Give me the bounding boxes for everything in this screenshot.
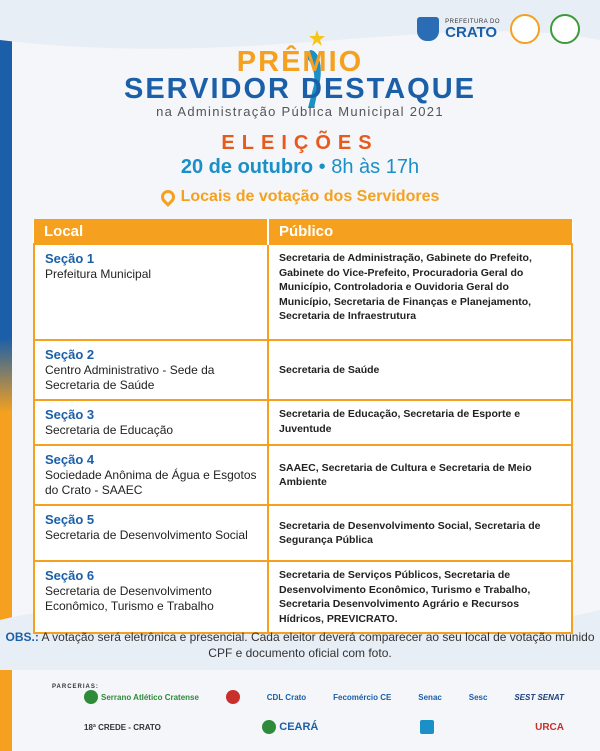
partner-logo [267,693,306,702]
local-cell [34,340,268,400]
partner-logo [418,693,442,702]
publico-cell [268,340,572,400]
partner-logo [514,693,564,702]
date-separator: • [318,156,326,178]
table-row [34,505,572,561]
partner-logo [333,693,391,702]
event-time: 8h às 17h [331,156,420,178]
partner-name: URCA [535,721,564,733]
publico-cell [268,244,572,340]
table-row [34,400,572,445]
partner-name: Senac [418,692,442,702]
partner-logo [469,693,488,702]
publico-text: Secretaria de Educação, Secretaria de Esporte e Juventude [279,408,521,435]
voting-locations-table [33,219,573,634]
publico-text: Secretaria de Desenvolvimento Social, Secretaria de Segurança Pública [279,519,541,546]
partner-logo [226,690,240,704]
publico-cell [268,445,572,505]
local-name: Secretaria de Desenvolvimento Econômico, Turismo e Trabalho [45,584,214,613]
section-label: Seção 4 [45,452,95,467]
eleicoes-heading: ELEIÇÕES [221,132,379,154]
premio-title: PRÊMIO [236,46,364,78]
local-name: Sociedade Anônima de Água e Esgotos do Crato - SAAEC [45,468,257,497]
local-name: Prefeitura Municipal [45,267,152,281]
table-row [34,445,572,505]
publico-cell [268,561,572,633]
table-row [34,561,572,633]
section-label: Seção 1 [45,251,95,266]
locais-heading [0,188,600,206]
local-name: Secretaria de Desenvolvimento Social [45,528,248,542]
partner-name: 18ª CREDE - CRATO [84,722,161,732]
section-label: Seção 2 [45,347,95,362]
header-local: Local [34,219,268,244]
partner-logo [84,723,161,732]
partner-name: Serrano Atlético Cratense [101,692,199,702]
section-label: Seção 3 [45,407,95,422]
table-row [34,340,572,400]
partners-row-1 [84,690,564,704]
partner-badge-icon [226,690,240,704]
publico-text: SAAEC, Secretaria de Cultura e Secretaria de Meio Ambiente [279,461,532,488]
publico-text: Secretaria de Administração, Gabinete do Prefeito, Gabinete do Vice-Prefeito, Procuradoria Geral do Município, Controladoria e Ouvidoria Geral do Município, Secretaria de Finanças e Planejamento, Secretaria de Infraestrutura [279,252,532,322]
local-cell [34,244,268,340]
prefeitura-big-text: CRATO [445,23,498,41]
event-date: 20 de outubro [180,156,314,178]
title-block [0,28,600,119]
locais-text: Locais de votação dos Servidores [180,188,440,205]
partner-name: Fecomércio CE [333,692,392,702]
title-subtitle: na Administração Pública Municipal 2021 [156,104,444,119]
partners-row-2 [84,720,564,734]
section-label: Seção 5 [45,512,95,527]
section-label: Seção 6 [45,568,95,583]
publico-text: Secretaria de Saúde [279,363,380,376]
parcerias-label: PARCERIAS: [52,684,99,690]
partner-logo [535,722,564,733]
local-name: Secretaria de Educação [45,423,174,437]
partner-name: Sesc [468,692,488,702]
partner-badge-icon [420,720,434,734]
partner-logo [84,690,199,704]
publico-cell [268,505,572,561]
local-cell [34,445,268,505]
prefeitura-small-text: PREFEITURA DO [445,18,500,25]
header-publico: Público [268,219,572,244]
local-name: Centro Administrativo - Sede da Secretaria de Saúde [45,363,215,392]
table-header-row [34,219,572,244]
obs-label: OBS.: [5,630,39,644]
partner-logo [262,720,318,734]
publico-text: Secretaria de Serviços Públicos, Secretaria de Desenvolvimento Econômico, Turismo e Trabalho, Secretaria Desenvolvimento Agrário e Recursos Hídricos, PREVICRATO. [279,569,531,625]
partner-logo [420,720,434,734]
location-pin-icon [158,187,178,207]
partner-name: CDL Crato [266,692,307,702]
date-line [0,156,600,179]
publico-cell [268,400,572,445]
servidor-destaque-title: SERVIDOR DESTAQUE [124,73,476,105]
local-cell [34,400,268,445]
local-cell [34,561,268,633]
local-cell [34,505,268,561]
observation-note [0,629,600,661]
table-row [34,244,572,340]
obs-text: A votação será eletrônica e presencial. Cada eleitor deverá comparecer ao seu local de votação munido CPF e documento oficial com foto. [41,630,595,660]
partner-badge-icon [84,690,98,704]
partner-badge-icon [262,720,276,734]
partner-name: CEARÁ [279,721,319,733]
partner-name: SEST SENAT [514,692,564,702]
